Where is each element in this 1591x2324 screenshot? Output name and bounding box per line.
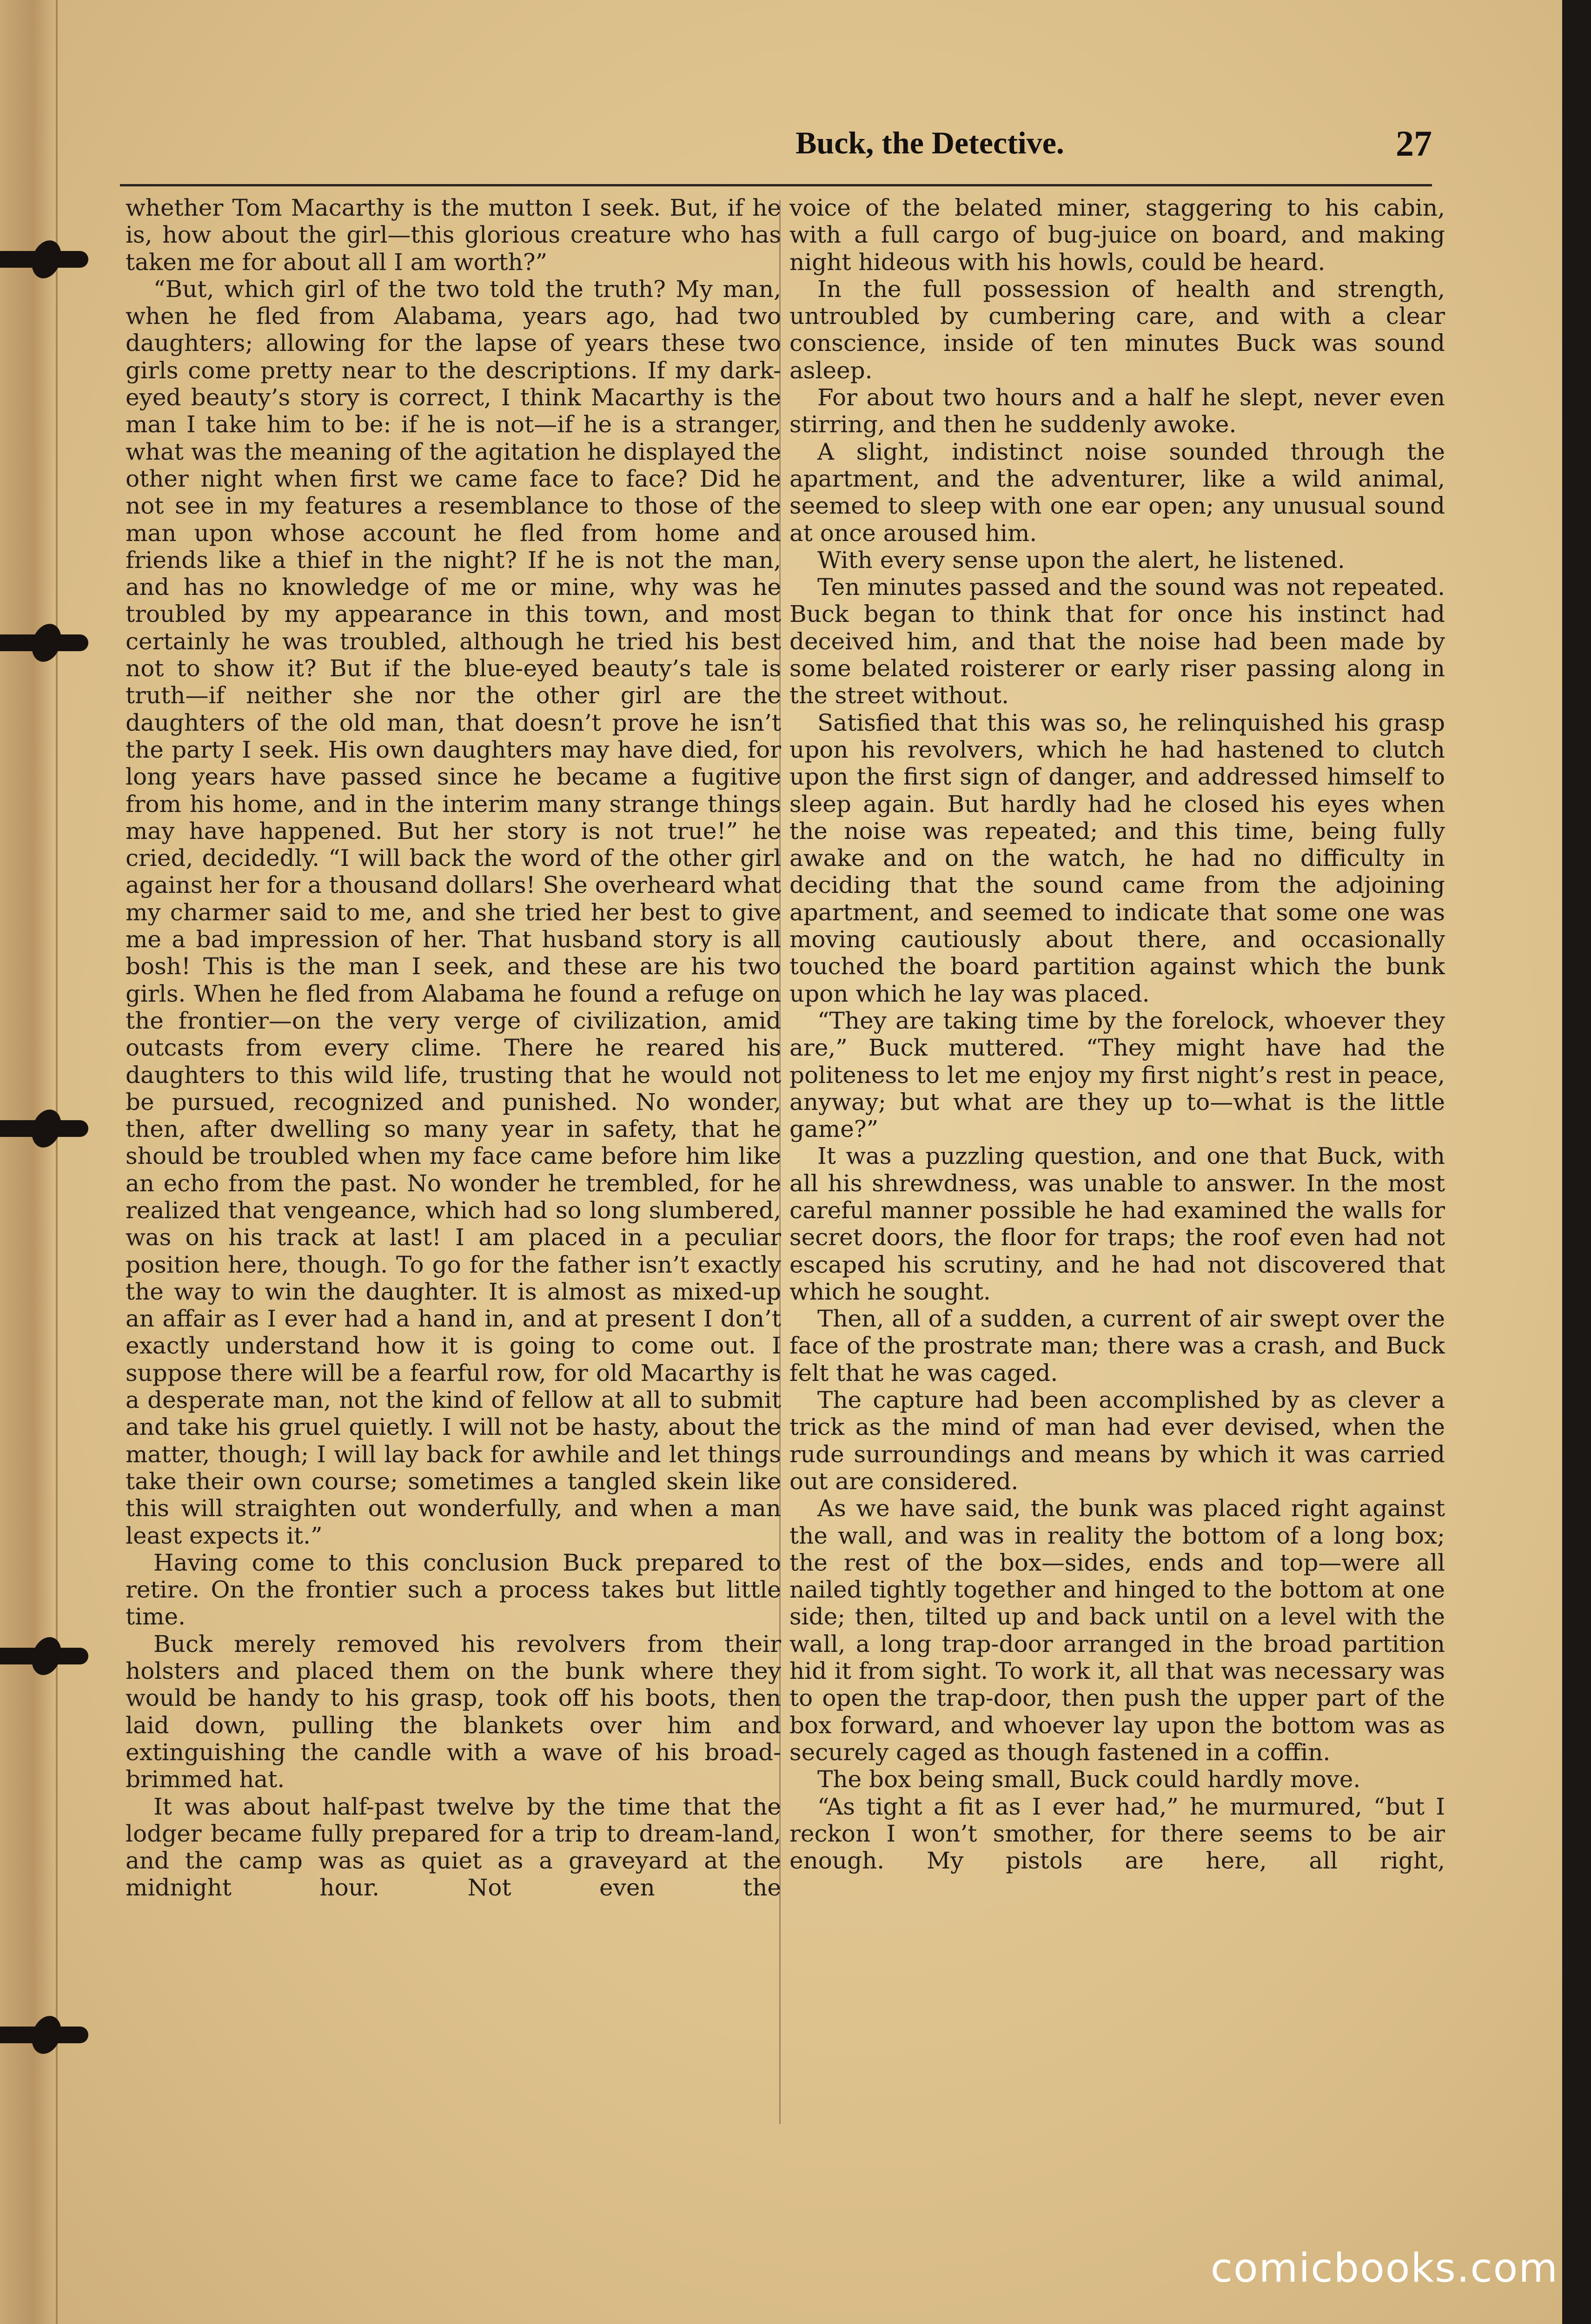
paragraph: Having come to this conclusion Buck prepared to retire. On the frontier such a process takes but little time. [126, 1549, 781, 1631]
left-text-column [126, 194, 781, 2146]
paragraph: Ten minutes passed and the sound was not repeated. Buck began to think that for once his instinct had deceived him, and that the noise had been made by some belated roisterer or early riser passing along in the street without. [789, 574, 1445, 709]
binding-staple [0, 251, 88, 268]
right-text-column [789, 194, 1445, 2146]
page-number: 27 [1396, 123, 1432, 164]
paragraph: The capture had been accomplished by as clever a trick as the mind of man had ever devised, when the rude surroundings and means by which it was carried out are considered. [789, 1386, 1445, 1495]
paragraph: With every sense upon the alert, he listened. [817, 546, 1345, 574]
binding-staple [0, 1120, 88, 1137]
paragraph: voice of the belated miner, staggering to his cabin, with a full cargo of bug-juice on board, and making night hideous with his howls, could be heard. [789, 194, 1445, 276]
page-spine [0, 0, 58, 2324]
binding-staple [0, 1648, 88, 1664]
binding-staple [0, 2027, 88, 2043]
running-header [549, 120, 1432, 171]
header-rule [120, 184, 1432, 186]
paragraph: Then, all of a sudden, a current of air swept over the face of the prostrate man; there was a crash, and Buck felt that he was caged. [789, 1305, 1445, 1386]
paragraph: It was a puzzling question, and one that Buck, with all his shrewdness, was unable to answer. In the most careful manner possible he had examined the walls for secret doors, the floor for traps; the roof even had not escaped his scrutiny, and he had not discovered that which he sought. [789, 1142, 1445, 1305]
paragraph: “But, which girl of the two told the truth? My man, when he fled from Alabama, years ago, had two daughters; allowing for the lapse of years these two girls come pretty near to the descriptions. If my dark-eyed beauty’s story is correct, I think Macarthy is the man I take him to be: if he is not—if he is a stranger, what was the meaning of the agitation he displayed the other night when first we came face to face? Did he not see in my features a resemblance to those of the man upon whose account he fled from home and friends like a thief in the night? If he is not the man, and has no knowledge of me or mine, why was he troubled by my appearance in this town, and most certainly he was troubled, although he tried his best not to show it? But if the blue-eyed beauty’s tale is truth—if neither she nor the other girl are the daughters of the old man, that doesn’t prove he isn’t the party I seek. His own daughters may have died, for long years have passed since he became a fugitive from his home, and in the interim many strange things may have happened. But her story is not true!” he cried, decidedly. “I will back the word of the other girl against her for a thousand dollars! She overheard what my charmer said to me, and she tried her best to give me a bad impression of her. That husband story is all bosh! This is the man I seek, and these are his two girls. When he fled from Alabama he found a refuge on the frontier—on the very verge of civilization, amid outcasts from every clime. There he reared his daughters to this wild life, trusting that he would not be pursued, recognized and punished. No wonder, then, after dwelling so many year in safety, that he should be troubled when my face came before him like an echo from the past. No wonder he trembled, for he realized that vengeance, which had so long slumbered, was on his track at last! I am placed in a peculiar position here, though. To go for the father isn’t exactly the way to win the daughter. It is almost as mixed-up an affair as I ever had a hand in, and at present I don’t exactly understand how it is going to come out. I suppose there will be a fearful row, for old Macarthy is a desperate man, not the kind of fellow at all to submit and take his gruel quietly. I will not be hasty, about the matter, though; I will lay back for awhile and let things take their own course; sometimes a tangled skein like this will straighten out wonderfully, and when a man least expects it.” [126, 275, 781, 1549]
paragraph: Buck merely removed his revolvers from their holsters and placed them on the bunk where they would be handy to his grasp, took off his boots, then laid down, pulling the blankets over him and extinguishing the candle with a wave of his broad-brimmed hat. [126, 1630, 781, 1793]
paragraph: As we have said, the bunk was placed right against the wall, and was in reality the bottom of a long box; the rest of the box—sides, ends and top—were all nailed tightly together and hinged to the bottom at one side; then, tilted up and back until on a level with the wall, a long trap-door arranged in the broad partition hid it from sight. To work it, all that was necessary was to open the trap-door, then push the upper part of the box forward, and whoever lay upon the bottom was as securely caged as though fastened in a coffin. [789, 1495, 1445, 1766]
printer-mark [721, 2143, 730, 2175]
paragraph: It was about half-past twelve by the time that the lodger became fully prepared for a trip to dream-land, and the camp was as quiet as a graveyard at the midnight hour. Not even the [126, 1793, 781, 1901]
binding-staple [0, 634, 88, 651]
column-divider [779, 200, 781, 2124]
paragraph: In the full possession of health and strength, untroubled by cumbering care, and with a clear conscience, inside of ten minutes Buck was sound asleep. [789, 275, 1445, 384]
paragraph: whether Tom Macarthy is the mutton I seek. But, if he is, how about the girl—this glorious creature who has taken me for about all I am worth?” [126, 194, 781, 276]
paragraph: For about two hours and a half he slept, never even stirring, and then he suddenly awoke. [789, 384, 1445, 438]
site-watermark: comicbooks.com [1210, 2245, 1558, 2291]
paragraph: A slight, indistinct noise sounded through the apartment, and the adventurer, like a wild animal, seemed to sleep with one ear open; any unusual sound at once aroused him. [789, 438, 1445, 547]
paragraph: “As tight a fit as I ever had,” he murmured, “but I reckon I won’t smother, for there seems to be air enough. My pistols are here, all right, [789, 1793, 1445, 1875]
paragraph: The box being small, Buck could hardly move. [817, 1766, 1361, 1793]
running-title: Buck, the Detective. [796, 125, 1064, 160]
paragraph: Satisfied that this was so, he relinquished his grasp upon his revolvers, which he had hastened to clutch upon the first sign of danger, and addressed himself to sleep again. But hardly had he closed his eyes when the noise was repeated; and this time, being fully awake and on the watch, he had no difficulty in deciding that the sound came from the adjoining apartment, and seemed to indicate that some one was moving cautiously about there, and occasionally touched the board partition against which the bunk upon which he lay was placed. [789, 709, 1445, 1007]
paragraph: “They are taking time by the forelock, whoever they are,” Buck muttered. “They might have had the politeness to let me enjoy my first night’s rest in peace, anyway; but what are they up to—what is the little game?” [789, 1007, 1445, 1143]
